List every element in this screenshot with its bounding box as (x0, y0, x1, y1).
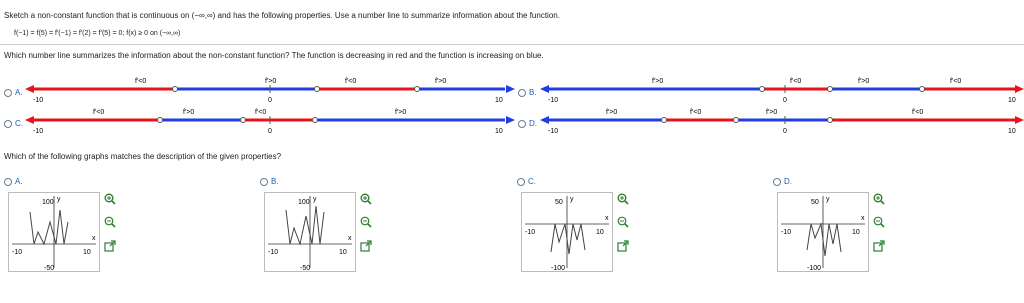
question-numberline: Which number line summarizes the information about the non-constant function? The function is decreasing in red and the function is increasing on blue. (4, 51, 544, 60)
svg-text:f′>0: f′>0 (183, 109, 195, 116)
graph-d (777, 192, 869, 272)
svg-text:f′<0: f′<0 (912, 109, 924, 116)
zoom-out-icon[interactable] (617, 216, 629, 228)
graph-c (521, 192, 613, 272)
numberline-d (540, 106, 1024, 136)
svg-text:-10: -10 (548, 97, 559, 104)
svg-text:y: y (313, 196, 317, 203)
radio-numberline-d[interactable] (518, 120, 526, 128)
svg-text:-100: -100 (807, 265, 822, 272)
svg-text:f′<0: f′<0 (790, 78, 802, 85)
graph-label-d: D. (784, 177, 792, 186)
svg-text:y: y (826, 196, 830, 203)
option-label-c: C. (15, 119, 23, 128)
option-label-b: B. (529, 88, 537, 97)
svg-text:f′<0: f′<0 (950, 78, 962, 85)
svg-text:10: 10 (83, 249, 91, 256)
radio-graph-d[interactable] (773, 178, 781, 186)
graph-label-c: C. (528, 177, 536, 186)
svg-text:10: 10 (495, 128, 503, 135)
divider (0, 44, 1024, 45)
zoom-out-icon[interactable] (104, 216, 116, 228)
svg-text:y: y (570, 196, 574, 203)
svg-text:-50: -50 (300, 265, 311, 272)
svg-text:f′>0: f′>0 (766, 109, 778, 116)
zoom-in-icon[interactable] (617, 193, 629, 205)
radio-graph-a[interactable] (4, 178, 12, 186)
svg-text:50: 50 (555, 199, 563, 206)
svg-text:-100: -100 (551, 265, 566, 272)
svg-text:10: 10 (339, 249, 347, 256)
svg-text:x: x (605, 215, 609, 222)
sign-label: f′<0 (135, 78, 147, 85)
zoom-out-icon[interactable] (873, 216, 885, 228)
tick-left: -10 (33, 97, 44, 104)
svg-text:10: 10 (1008, 128, 1016, 135)
zoom-in-icon[interactable] (360, 193, 372, 205)
svg-text:f′>0: f′>0 (395, 109, 407, 116)
numberline-b (540, 75, 1024, 105)
svg-text:-10: -10 (548, 128, 559, 135)
external-link-icon[interactable] (104, 240, 116, 252)
svg-text:50: 50 (811, 199, 819, 206)
graph-label-b: B. (271, 177, 279, 186)
svg-text:10: 10 (596, 229, 604, 236)
external-link-icon[interactable] (360, 240, 372, 252)
radio-numberline-b[interactable] (518, 89, 526, 97)
tick-zero: 0 (268, 97, 272, 104)
tick-right: 10 (495, 97, 503, 104)
svg-text:0: 0 (268, 128, 272, 135)
svg-text:f′>0: f′>0 (606, 109, 618, 116)
sign-label: f′>0 (265, 78, 277, 85)
svg-text:f′<0: f′<0 (93, 109, 105, 116)
zoom-out-icon[interactable] (360, 216, 372, 228)
radio-graph-b[interactable] (260, 178, 268, 186)
svg-text:-10: -10 (781, 229, 792, 236)
svg-text:-10: -10 (33, 128, 44, 135)
zoom-in-icon[interactable] (873, 193, 885, 205)
svg-text:x: x (92, 235, 96, 242)
svg-text:f′>0: f′>0 (652, 78, 664, 85)
graph-a (8, 192, 100, 272)
svg-text:100: 100 (42, 199, 54, 206)
svg-text:0: 0 (783, 128, 787, 135)
svg-text:10: 10 (852, 229, 860, 236)
svg-text:y: y (57, 196, 61, 203)
sign-label: f′<0 (345, 78, 357, 85)
question-graph: Which of the following graphs matches the description of the given properties? (4, 152, 282, 161)
radio-graph-c[interactable] (517, 178, 525, 186)
svg-text:f′>0: f′>0 (858, 78, 870, 85)
external-link-icon[interactable] (617, 240, 629, 252)
svg-text:x: x (861, 215, 865, 222)
svg-text:-10: -10 (525, 229, 536, 236)
external-link-icon[interactable] (873, 240, 885, 252)
sign-label: f′>0 (435, 78, 447, 85)
zoom-in-icon[interactable] (104, 193, 116, 205)
svg-text:f′<0: f′<0 (690, 109, 702, 116)
svg-text:-10: -10 (12, 249, 23, 256)
problem-properties: f(−1) = f(5) = f′(−1) = f′(2) = f′(5) = 0; f(x) ≥ 0 on (−∞,∞) (14, 30, 181, 37)
graph-b (264, 192, 356, 272)
option-label-a: A. (15, 88, 23, 97)
svg-text:100: 100 (298, 199, 310, 206)
svg-text:0: 0 (783, 97, 787, 104)
numberline-a (25, 75, 515, 105)
svg-text:-10: -10 (268, 249, 279, 256)
option-label-d: D. (529, 119, 537, 128)
radio-numberline-a[interactable] (4, 89, 12, 97)
svg-text:-50: -50 (44, 265, 55, 272)
svg-text:x: x (348, 235, 352, 242)
graph-label-a: A. (15, 177, 23, 186)
problem-intro: Sketch a non-constant function that is continuous on (−∞,∞) and has the following properties. Use a number line to summarize information about the function. (4, 11, 560, 20)
numberline-c (25, 106, 515, 136)
svg-text:10: 10 (1008, 97, 1016, 104)
radio-numberline-c[interactable] (4, 120, 12, 128)
svg-text:f′<0: f′<0 (255, 109, 267, 116)
